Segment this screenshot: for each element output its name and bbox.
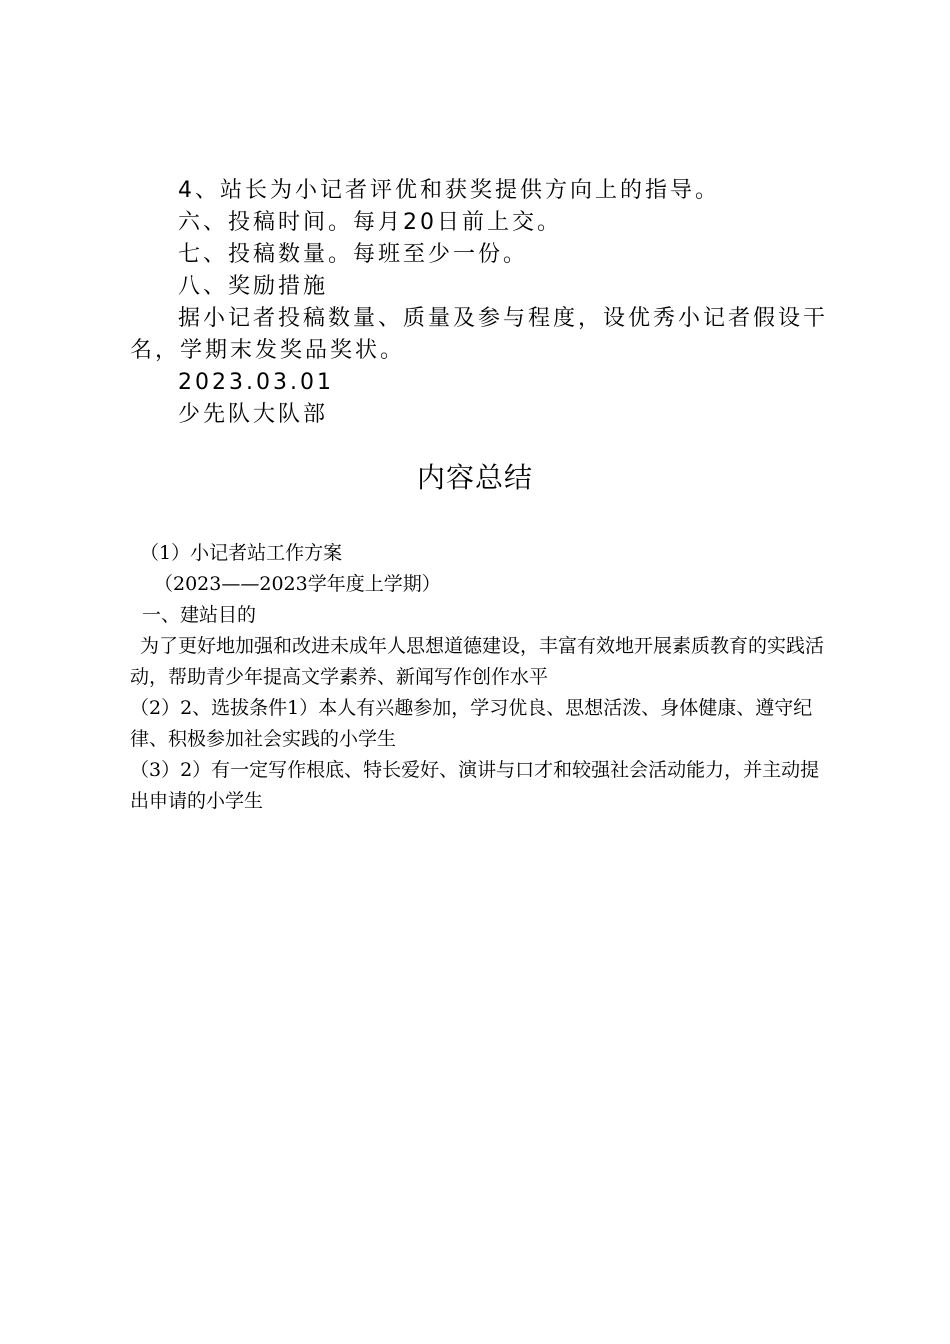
- document-date: 2023.03.01: [178, 370, 334, 395]
- reward-paragraph: 据小记者投稿数量、质量及参与程度，设优秀小记者假设干名，学期末发奖品奖状。: [130, 306, 829, 363]
- summary-item-3: （3）2）有一定写作根底、特长爱好、演讲与口才和较强社会活动能力，并主动提出申请的小学生: [130, 759, 820, 812]
- summary-item-1: （1）小记者站工作方案: [140, 542, 343, 564]
- guidance-item: 4、站长为小记者评优和获奖提供方向上的指导。: [178, 178, 720, 203]
- summary-item-2: （2）2、选拔条件1）本人有兴趣参加，学习优良、思想活泼、身体健康、遵守纪律、积极参加社会实践的小学生: [130, 697, 813, 750]
- issuing-organization: 少先队大队部: [178, 402, 329, 427]
- purpose-paragraph: 为了更好地加强和改进未成年人思想道德建设，丰富有效地开展素质教育的实践活动，帮助青少年提高文学素养、新闻写作创作水平: [130, 635, 825, 688]
- purpose-heading: 一、建站目的: [142, 604, 257, 626]
- summary-section: [130, 538, 830, 817]
- submission-quantity: 七、投稿数量。每班至少一份。: [178, 242, 529, 267]
- submission-time: 六、投稿时间。每月20日前上交。: [178, 210, 562, 235]
- upper-section: [130, 175, 830, 431]
- reward-heading: 八、奖励措施: [178, 274, 329, 299]
- school-year-line: （2023——2023学年度上学期）: [154, 573, 441, 595]
- summary-title: 内容总结: [416, 461, 533, 494]
